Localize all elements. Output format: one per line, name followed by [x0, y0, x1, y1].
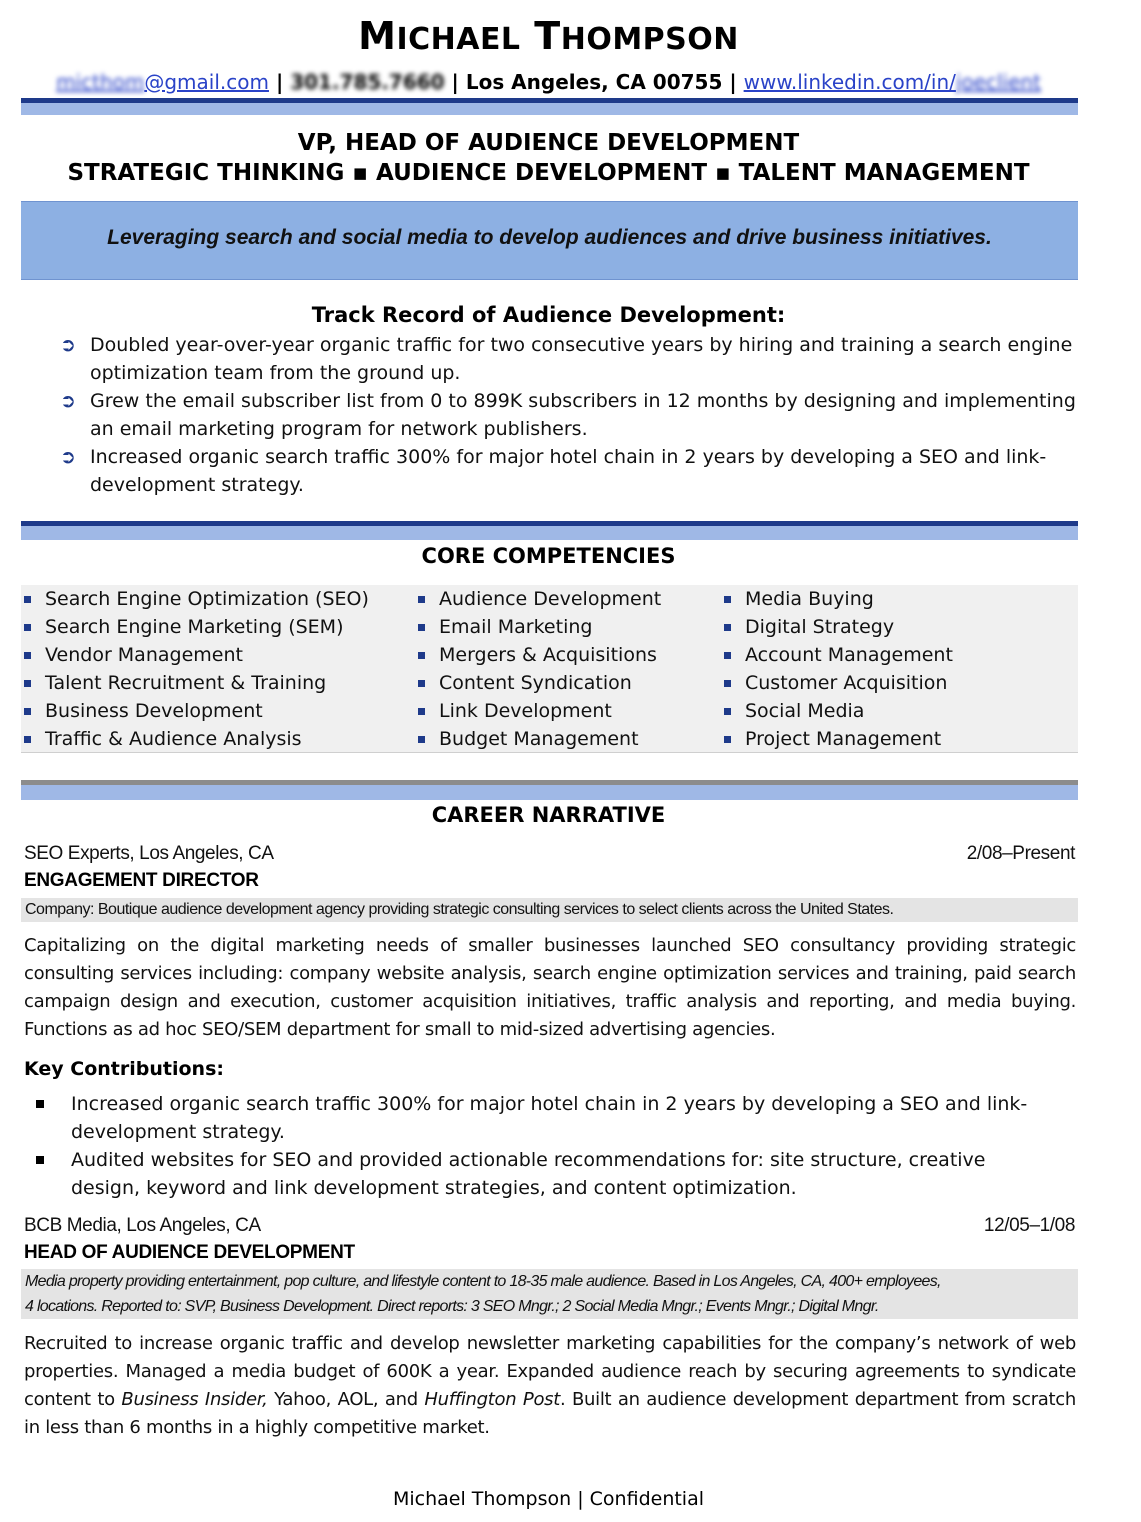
list-item: Digital Strategy: [721, 613, 953, 641]
square-bullet-icon: [724, 736, 731, 743]
list-item: Content Syndication: [415, 669, 661, 697]
branding-keywords: STRATEGIC THINKING ▪ AUDIENCE DEVELOPMENT ▪ TALENT MANAGEMENT: [67, 160, 1030, 186]
job2-company: BCB Media, Los Angeles, CA: [24, 1215, 261, 1236]
list-item: ➲ Grew the email subscriber list from 0 to 899K subscribers in 12 months by designing and implementing an email marketing program for network publishers.: [60, 387, 1090, 443]
list-item: Email Marketing: [415, 613, 661, 641]
list-item: Social Media: [721, 697, 953, 725]
square-bullet-icon: [724, 652, 731, 659]
square-bullet-icon: [24, 736, 31, 743]
square-bullet-icon: [418, 680, 425, 687]
square-bullet-icon: [24, 652, 31, 659]
competencies-col-3: [721, 585, 953, 753]
job1-title: ENGAGEMENT DIRECTOR: [24, 870, 259, 891]
list-item: Link Development: [415, 697, 661, 725]
list-item: Talent Recruitment & Training: [21, 669, 369, 697]
job2-dates: 12/05–1/08: [983, 1215, 1075, 1236]
list-item: Search Engine Optimization (SEO): [21, 585, 369, 613]
list-item: Search Engine Marketing (SEM): [21, 613, 369, 641]
candidate-name: MICHAEL THOMPSON: [358, 14, 739, 58]
square-bullet-icon: [418, 736, 425, 743]
target-title: VP, HEAD OF AUDIENCE DEVELOPMENT: [297, 130, 800, 156]
arrow-circle-icon: ➲: [60, 446, 76, 468]
list-item: Business Development: [21, 697, 369, 725]
job1-company: SEO Experts, Los Angeles, CA: [24, 843, 274, 864]
competencies-col-2: [415, 585, 661, 753]
list-item: ➲ Increased organic search traffic 300% for major hotel chain in 2 years by developing a SEO and link-development strategy.: [60, 443, 1090, 499]
career-rule-light: [21, 785, 1078, 800]
tagline: Leveraging search and social media to develop audiences and drive business initiatives.: [107, 226, 992, 249]
contact-line: micthom@gmail.com | 301.785.7660 | Los Angeles, CA 00755 | www.linkedin.com/in/joeclient: [56, 70, 1041, 94]
square-bullet-icon: [24, 680, 31, 687]
list-item: Audience Development: [415, 585, 661, 613]
competencies-heading: CORE COMPETENCIES: [421, 544, 676, 568]
square-bullet-icon: [724, 624, 731, 631]
list-item: Project Management: [721, 725, 953, 753]
list-item: Budget Management: [415, 725, 661, 753]
list-item: ➲ Doubled year-over-year organic traffic for two consecutive years by hiring and training a search engine optimization team from the ground up.: [60, 331, 1090, 387]
square-bullet-icon: [36, 1156, 44, 1164]
track-record-list: [60, 331, 1090, 499]
arrow-circle-icon: ➲: [60, 334, 76, 356]
square-bullet-icon: [724, 680, 731, 687]
linkedin-link[interactable]: www.linkedin.com/in/joeclient: [743, 70, 1041, 94]
list-item: Audited websites for SEO and provided actionable recommendations for: site structure, creative design, keyword and link development strategies, and content optimization.: [36, 1146, 1036, 1202]
job1-company-desc: Company: Boutique audience development agency providing strategic consulting services to select clients across the United States.: [21, 898, 1078, 922]
job1-summary: Capitalizing on the digital marketing needs of smaller businesses launched SEO consultancy providing strategic consulting services including: company website analysis, search engine optimization services and training, paid search campaign design and execution, customer acquisition initiatives, traffic analysis and reporting, and media buying. Functions as ad hoc SEO/SEM department for small to mid-sized advertising agencies.: [24, 935, 1076, 1040]
job2-title: HEAD OF AUDIENCE DEVELOPMENT: [24, 1242, 355, 1263]
track-record-heading: Track Record of Audience Development:: [311, 303, 786, 327]
competencies-rule-light: [21, 526, 1078, 540]
email-link[interactable]: micthom@gmail.com: [56, 70, 269, 94]
key-contributions-heading: Key Contributions:: [24, 1058, 224, 1080]
square-bullet-icon: [724, 596, 731, 603]
list-item: Increased organic search traffic 300% for major hotel chain in 2 years by developing a SEO and link-development strategy.: [36, 1090, 1036, 1146]
square-bullet-icon: [418, 708, 425, 715]
square-bullet-icon: [724, 708, 731, 715]
career-heading: CAREER NARRATIVE: [431, 803, 666, 827]
square-bullet-icon: [418, 624, 425, 631]
list-item: Mergers & Acquisitions: [415, 641, 661, 669]
square-bullet-icon: [418, 652, 425, 659]
list-item: Vendor Management: [21, 641, 369, 669]
page-footer: Michael Thompson | Confidential: [392, 1488, 705, 1510]
square-bullet-icon: [418, 596, 425, 603]
arrow-circle-icon: ➲: [60, 390, 76, 412]
key-contributions-list: [36, 1090, 1036, 1202]
header-rule-light: [21, 103, 1078, 115]
square-bullet-icon: [36, 1100, 44, 1108]
list-item: Traffic & Audience Analysis: [21, 725, 369, 753]
list-item: Media Buying: [721, 585, 953, 613]
competencies-col-1: [21, 585, 369, 753]
square-bullet-icon: [24, 624, 31, 631]
list-item: Account Management: [721, 641, 953, 669]
phone-number: 301.785.7660: [290, 70, 445, 94]
location: Los Angeles, CA 00755: [465, 70, 723, 94]
square-bullet-icon: [24, 708, 31, 715]
job2-company-desc: Media property providing entertainment, pop culture, and lifestyle content to 18-35 male audience. Based in Los Angeles, CA, 400+ employees, 4 locations. Reported to: SVP, Business Development. Direct reports: 3 SEO Mngr.; 2 Social Media Mngr.; Events Mngr.; Digital Mngr.: [21, 1269, 1078, 1319]
job2-summary: Recruited to increase organic traffic and develop newsletter marketing capabilities for the company’s network of web properties. Managed a media budget of 600K a year. Expanded audience reach by securing agreements to syndicate content to Business Insider, Yahoo, AOL, and Huffington Post. Built an audience development department from scratch in less than 6 months in a highly competitive market.: [24, 1333, 1076, 1438]
job1-dates: 2/08–Present: [966, 843, 1075, 864]
square-bullet-icon: [24, 596, 31, 603]
list-item: Customer Acquisition: [721, 669, 953, 697]
